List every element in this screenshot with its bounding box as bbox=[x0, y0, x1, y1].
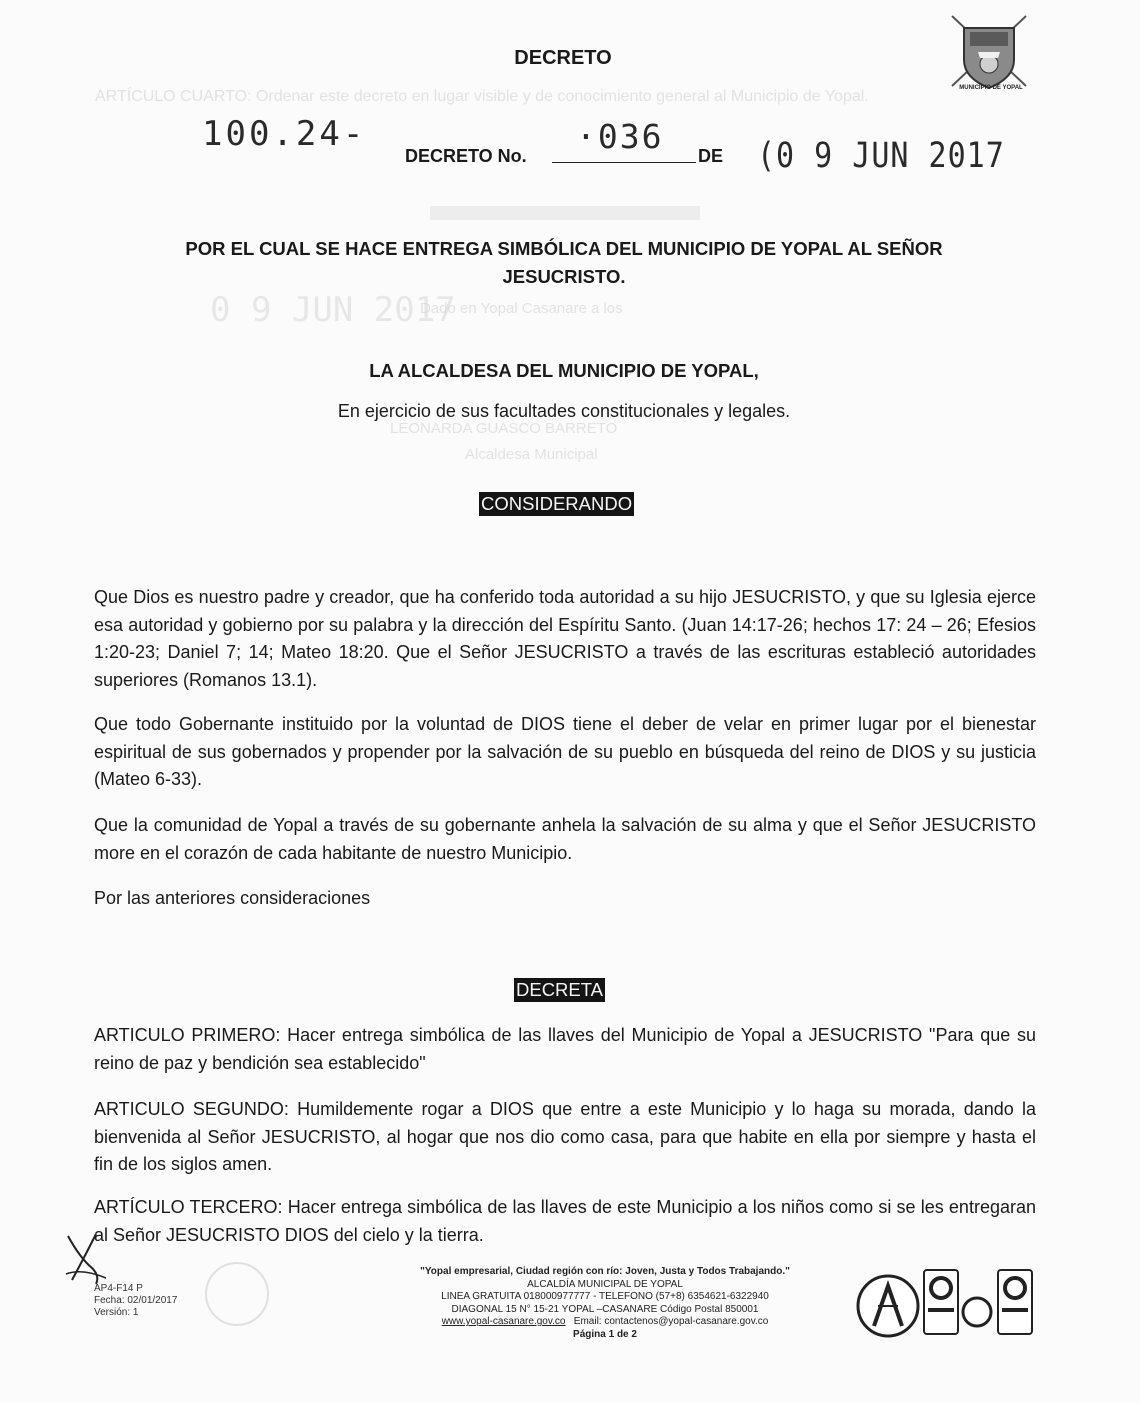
article-first: ARTICULO PRIMERO: Hacer entrega simbólica de las llaves del Municipio de Yopal a JESUCRISTO "Para que su reino de paz y bendición sea establecido" bbox=[94, 1025, 1036, 1073]
footer-website-link[interactable]: www.yopal-casanare.gov.co bbox=[441, 1316, 566, 1327]
considerando-paragraph: Que Dios es nuestro padre y creador, que ha conferido toda autoridad a su hijo JESUCRISTO, y que su Iglesia ejerce esa autoridad y gobierno por su palabra y la dirección del Espíritu Santo. (Juan 14:17-26; hechos 17: 24 – 26; Efesios 1:20-23; Daniel 7; 14; Mateo 18:20. Que el Señor JESUCRISTO a través de las escrituras estableció autoridades superiores (Romanos 13.1). bbox=[94, 587, 1036, 690]
authority-subheading: En ejercicio de sus facultades constitucionales y legales. bbox=[337, 401, 791, 421]
bleed-through-text: Dado en Yopal Casanare a los bbox=[420, 300, 623, 317]
form-metadata bbox=[94, 1283, 177, 1319]
handwritten-initial-icon bbox=[62, 1228, 112, 1288]
footer-motto: "Yopal empresarial, Ciudad región con río: Joven, Justa y Todos Trabajando." bbox=[420, 1266, 790, 1277]
footer-office: ALCALDÍA MUNICIPAL DE YOPAL bbox=[527, 1278, 683, 1290]
bleed-through-text: LEONARDA GUASCO BARRETO bbox=[390, 420, 618, 437]
decree-heading: POR EL CUAL SE HACE ENTREGA SIMBÓLICA DEL MUNICIPIO DE YOPAL AL SEÑOR JESUCRISTO. bbox=[185, 238, 943, 287]
decree-number-stamp: ·036 bbox=[576, 117, 664, 156]
considerando-paragraph: Que la comunidad de Yopal a través de su gobernante anhela la salvación de su alma y que el Señor JESUCRISTO more en el corazón de cada habitante de nuestro Municipio. bbox=[94, 815, 1036, 863]
form-version: Versión: 1 bbox=[94, 1307, 139, 1318]
date-label: DE bbox=[698, 146, 724, 166]
considerando-paragraph: Que todo Gobernante instituido por la voluntad de DIOS tiene el deber de velar en primer lugar por el bienestar espiritual de sus gobernados y propender por la salvación de su pueblo en búsqueda del reino de DIOS y su justicia (Mateo 6-33). bbox=[94, 714, 1036, 789]
footer-email[interactable]: Email: contactenos@yopal-casanare.gov.co bbox=[573, 1316, 769, 1327]
bleed-through-bar bbox=[430, 206, 700, 220]
decree-number-label: DECRETO No. bbox=[405, 146, 527, 166]
article-third: ARTÍCULO TERCERO: Hacer entrega simbólica de las llaves de este Municipio a los niños como si se les entregaran al Señor JESUCRISTO DIOS del cielo y la tierra. bbox=[94, 1197, 1036, 1245]
crest-label: MUNICIPIO DE YOPAL bbox=[959, 85, 1023, 91]
document-title: DECRETO bbox=[514, 47, 612, 69]
code-stamp: 100.24- bbox=[202, 114, 367, 154]
article-second: ARTICULO SEGUNDO: Humildemente rogar a DIOS que entre a este Municipio y lo haga su morada, dando la bienvenida al Señor JESUCRISTO, al hogar que nos dio como casa, para que habite en ella por siempre y hasta el fin de los siglos amen. bbox=[94, 1099, 1036, 1174]
authority-heading: LA ALCALDESA DEL MUNICIPIO DE YOPAL, bbox=[369, 360, 759, 381]
footer-phones: LINEA GRATUITA 018000977777 - TELEFONO (57+8) 6354621-6322940 bbox=[441, 1291, 769, 1302]
date-stamp: (0 9 JUN 2017 bbox=[757, 136, 1005, 177]
decreta-label: DECRETA bbox=[516, 979, 604, 1000]
considerando-label: CONSIDERANDO bbox=[481, 493, 633, 514]
bleed-through-stamp: 0 9 JUN 2017 bbox=[210, 290, 456, 330]
decree-number-underline bbox=[552, 162, 696, 163]
faint-seal-icon bbox=[205, 1262, 269, 1326]
form-code: AP4-F14 P bbox=[94, 1283, 143, 1294]
considerando-paragraph: Por las anteriores consideraciones bbox=[94, 888, 371, 908]
bleed-through-text: Alcaldesa Municipal bbox=[465, 446, 598, 463]
page-number: Página 1 de 2 bbox=[573, 1328, 637, 1340]
bleed-through-text: ARTÍCULO CUARTO: Ordenar este decreto en lugar visible y de conocimiento general al Municipio de Yopal. bbox=[95, 88, 869, 105]
certification-logos-icon bbox=[856, 1264, 1036, 1342]
footer-address: DIAGONAL 15 N° 15-21 YOPAL –CASANARE Código Postal 850001 bbox=[451, 1303, 759, 1315]
form-date: Fecha: 02/01/2017 bbox=[94, 1295, 178, 1306]
footer-contact bbox=[330, 1266, 880, 1341]
